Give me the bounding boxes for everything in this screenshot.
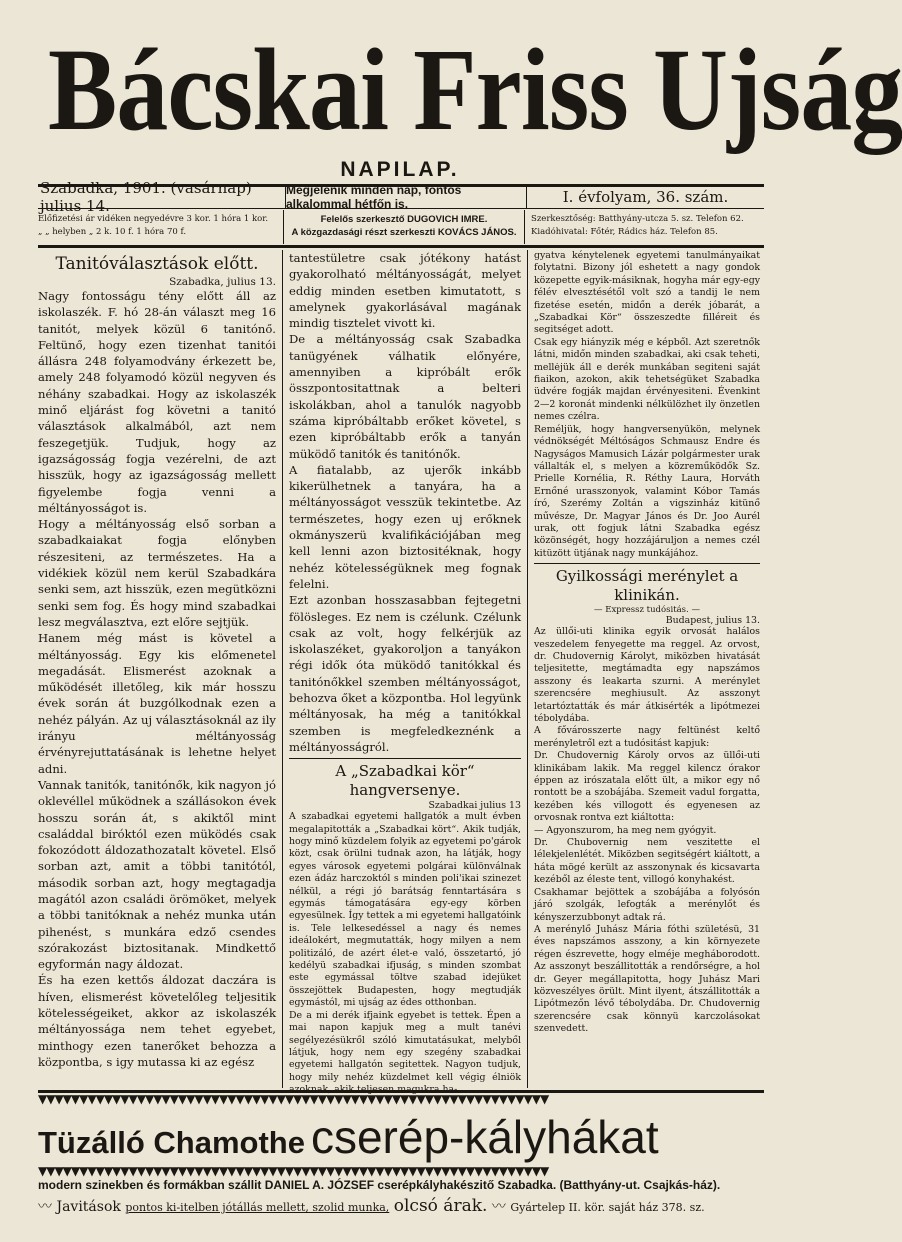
header-rule-middle bbox=[38, 208, 764, 209]
article-paragraph: Dr. Chubovernig nem veszitette el lélekjelenlétét. Miközben segitségért kiáltott, a háta mögé került az asszonynak és kicsavarta kezéből az éleste tent, villogó konyhakést. bbox=[534, 837, 760, 886]
issue-date: Szabadka, 1901. (vasárnap) julius 14. bbox=[40, 179, 252, 215]
article-paragraph: A fiatalabb, az ujerők inkább kikerülhetnek a tanyára, ha a méltányosságot vesszük tekintetbe. Az természetes, hogy ezen uj erőknek okmányszerü kvalifikációjában meg kell lenni azon biztositéknak, hogy nehéz kötelességüknek meg fognak felelni. bbox=[289, 462, 521, 591]
decorative-border-icon: ▼▼▼▼▼▼▼▼▼▼▼▼▼▼▼▼▼▼▼▼▼▼▼▼▼▼▼▼▼▼▼▼▼▼▼▼▼▼▼▼▼▼▼▼▼▼▼▼▼▼▼▼▼▼▼▼▼▼▼▼▼▼ bbox=[38, 1092, 549, 1106]
article-paragraph: Dr. Chudovernig Károly orvos az üllői-uti klinikábam lakik. Ma reggel kilencz órakor éppen az irószatala előtt ült, a mikor egy nő rontott be a szobájába. Szemeit vadul forgatta, kezében kés villogott és egyenesen az orvosnak rontva ezt kiáltotta: bbox=[534, 750, 760, 824]
article-paragraph: A szabadkai egyetemi hallgatók a mult évben megalapitották a „Szabadkai kört“. Akik tudják, hogy minő küzdelem folyik az egyetemi po'gárok közt, csak örülni tudnak azon, ha látják, hogy egyes városok egyetemi polgárai különválnak ezen ádáz harczoktól s minden poli'ikai szinezet nélkül, a régi jó barátság fenntartására s egymás támogatására egy-egy körben egyesülnek. Így tettek a mi egyetemi hallgatóink is. Tele lelkesedéssel a nagy és nemes ideálokért, megmutatták, hogy milyen a nem politizáló, de azért élet-e való, összetartó, jó kedélyü szabadkai ifjuság, s minden szombat este egymással töltve szabad idejüket összejöttek Budapesten, hogy megtudják egymástól, mi ujság az édes otthonban. bbox=[289, 811, 521, 1009]
article-paragraph: — Agyonszurom, ha meg nem gyógyit. bbox=[534, 824, 717, 836]
advert-details: modern szinekben és formákban szállit DANIEL A. JÓZSEF cserépkályhakészitő Szabadka. (Batthyány-ut. Csajkás-ház). bbox=[38, 1178, 721, 1192]
volume-number: I. évfolyam, 36. szám. bbox=[562, 188, 729, 206]
article-title-concert: A „Szabadkai kör“ hangversenye. bbox=[335, 762, 475, 800]
article-paragraph: Vannak tanitók, tanitónők, kik nagyon jó oklevéllel működnek a szállásokon évek hosszu során át, s akiktől mint családdal biróktól ezen müködés csak fokozódott áldozathozatalt követel. Első sorban azt, amit a többi tanitótól, második sorban azt, hogy megtagadja magától azon családi örömöket, melyek a többi tanitóknak a nehéz munka után pihenést, s munkára edző csendes szórakozást biztositanak. Mindkettő egyformán nagy áldozat. bbox=[38, 777, 276, 972]
header-rule-bottom bbox=[38, 245, 764, 248]
article-paragraph: Ezt azonban hosszasabban fejtegetni fölösleges. Ez nem is czélunk. Czélunk csak az volt, hogy felkérjük az iskolaszéket, gyakoroljon a tanyákon régi idők óta müködő tanitókkal és tanitónőkkel szemben méltányosságot, behozva őket a központba. Hol legyünk méltányosak, ha még a tanitókkal szemben is megfeledkeznénk a méltányosságról. bbox=[289, 593, 521, 754]
column-3 bbox=[527, 250, 760, 1088]
advert-address: Gyártelep II. kör. saját ház 378. sz. bbox=[510, 1201, 705, 1214]
concert-article bbox=[289, 800, 521, 1096]
article-subtitle: — Expressz tudósitás. — bbox=[594, 605, 700, 616]
decorative-border-icon: ▼▼▼▼▼▼▼▼▼▼▼▼▼▼▼▼▼▼▼▼▼▼▼▼▼▼▼▼▼▼▼▼▼▼▼▼▼▼▼▼▼▼▼▼▼▼▼▼▼▼▼▼▼▼▼▼▼▼▼▼▼▼ bbox=[38, 1164, 549, 1178]
sub-info-bar bbox=[38, 210, 764, 244]
article-paragraph: De a mi derék ifjaink egyebet is tettek. Épen a mai napon kapjuk meg a mult tanévi segélyezésükről szóló kimutatásukat, melyből látjuk, hogy nem egy szegény szabadkai egyetemi hallgatón segitettek. Nagyon tudjuk, hogy mily nehéz küzdelmet kell végig élniök azoknak, akik teljesen magukra ha- bbox=[289, 1009, 521, 1096]
article-dateline: Szabadka, julius 13. bbox=[169, 276, 276, 288]
office-line-1: Szerkesztőség: Batthyány-utcza 5. sz. Telefon 62. bbox=[531, 214, 744, 224]
advert-headline bbox=[38, 1110, 764, 1164]
advert-footer bbox=[38, 1196, 764, 1216]
masthead-subtitle: NAPILAP. bbox=[340, 158, 460, 181]
editors bbox=[283, 210, 525, 244]
wave-ornament-icon: 〰 bbox=[38, 1199, 57, 1215]
article-title-teachers: Tanitóválasztások előtt. bbox=[55, 254, 259, 274]
wave-ornament-icon: 〰 bbox=[491, 1199, 511, 1215]
article-divider bbox=[534, 563, 760, 564]
article-paragraph: gyatva kénytelenek egyetemi tanulmányaikat folytatni. Bizony jól eshetett a nagy gondok közepette egyik-másiknak, hogyha már egy-egy félév elvesztésétől volt szó a tandij le nem fizetése esetén, midőn a derék jóbarát, a „Szabadkai Kör“ összeszedte filléreit és segitséget adott. bbox=[534, 250, 760, 336]
advert-headline-b: cserép-kályhákat bbox=[310, 1111, 659, 1163]
article-continuation bbox=[289, 250, 521, 755]
article-paragraph: tantestületre csak jótékony hatást gyakorolható méltányosságát, melyet eddig minden esetben kimutatott, s amelynek gyakorlásával magának mindig tisztelet vivott ki. bbox=[289, 251, 521, 331]
article-paragraph: Csakhamar bejöttek a szobájába a folyósón járó szolgák, lefogták a merénylőt és kényszerzubbonyt adtak rá. bbox=[534, 886, 760, 923]
article-paragraph: És ha ezen kettős áldozat daczára is híven, elismerést követelőleg teljesitik kötelességeiket, akkor az iskolaszék méltányossága nem tehet egyebet, minthogy ezen tanerőket behozza a központba, s igy mutassa ki az egész bbox=[38, 973, 276, 1069]
editor-line-1: Felelős szerkesztő DUGOVICH IMRE. bbox=[320, 214, 488, 225]
article-paragraph: Hanem még mást is követel a méltányosság. Egy kis előmenetel megadását. Elismerést azoknak a működését illetőleg, kik már hosszu évek során át buzgólkodnak ezen a nehéz pályán. Az uj választásoknál az ily irányu méltányosság érvényrejuttatásának is lehetne helyet adni. bbox=[38, 631, 276, 776]
editor-line-2: A közgazdasági részt szerkeszti KOVÁCS JÁNOS. bbox=[291, 227, 517, 238]
advert-prices: olcsó árak. bbox=[393, 1196, 488, 1216]
article-title-assassination: Gyilkossági merénylet a klinikán. bbox=[555, 567, 739, 605]
stove-advertisement bbox=[38, 1092, 764, 1238]
advert-guarantee: pontos ki-itelben jótállás mellett, szolid munka, bbox=[125, 1201, 390, 1214]
article-paragraph: Az üllői-uti klinika egyik orvosát halálos veszedelem fenyegette ma reggel. Az orvost, dr. Chudovernig Károlyt, miközben hivatását teljesitette, megtámadta egy napszámos asszony és leakarta szurni. A merénylet szerencsére meghiusult. Az asszonyt letartóztatták és már átkisérték a lipótmezei tébolydába. bbox=[534, 626, 760, 724]
column-1 bbox=[38, 250, 282, 1088]
article-paragraph: Reméljük, hogy hangversenyükön, melynek védnökségét Méltóságos Schmausz Endre és Nagyságos Mamusich Lázár polgármester urak vállalták el, s melyen a közreműködők Sz. Prielle Kornélia, R. Réthy Laura, Horváth Ernőné urasszonyok, valamint Kóbor Tamás író, Szerémy Zoltán a vigszinház kitünő művésze, Dr. Magyar János és Dr. Joo Aurél urak, ott fogjuk látni Szabadka egész közönségét, hogy hozzájáruljon a nemes czél kitüzött ütjának nagy munkájához. bbox=[534, 423, 760, 559]
article-divider bbox=[289, 758, 521, 759]
office-addresses bbox=[525, 210, 764, 244]
article-paragraph: Hogy a méltányosság első sorban a szabadkaiakat fogja előnyben részesiteni, az természetes. Ha a vidékiek közül nem kerül Szabadkára senki sem, azt hisszük, ezen megütközni senki sem fog. És hogy mind szabadkai lesz megválasztva, ezt előre sejtjük. bbox=[38, 517, 276, 629]
article-paragraph: Csak egy hiányzik még e képből. Azt szeretnők látni, midőn minden szabadkai, aki csak teheti, mellėjük áll e derék munkában segiteni saját fiaikon, azokon, akik tehetségüket Szabadka üdvére fogják majdan érvényesiteni. Évenkint 2—2 koronát mindenki nélkülözhet ily önzetlen nemes czélra. bbox=[534, 336, 760, 423]
price-line-1: Előfizetési ár vidéken negyedévre 3 kor. 1 hóra 1 kor. bbox=[38, 214, 269, 224]
masthead bbox=[0, 24, 902, 155]
office-line-2: Kiadóhivatal: Főtér, Rádics ház. Telefon 85. bbox=[531, 227, 718, 237]
subscription-prices bbox=[38, 210, 283, 244]
price-line-2: „ „ helyben „ 2 k. 10 f. 1 hóra 70 f. bbox=[38, 227, 187, 237]
article-paragraph: A fővárosszerte nagy feltünést keltő merényletről ezt a tudósitást kapjuk: bbox=[534, 725, 760, 749]
advert-repairs: Javitások bbox=[56, 1199, 121, 1215]
publication-schedule: Megjelenik minden nap, fontos alkalommal hétfőn is. bbox=[285, 186, 527, 208]
advert-headline-a: Tüzálló Chamothe bbox=[38, 1125, 305, 1160]
column-2 bbox=[282, 250, 527, 1096]
article-paragraph: De a méltányosság csak Szabadka tanügyének válhatik előnyére, amennyiben a kipróbált erők összpontositattnak a belteri iskolákban, ahol a tanulók nagyobb száma kipróbáltabb erőket követel, s ezen kipróbáltabb erők a tanyán müködő tanitók és tanitónők. bbox=[289, 332, 521, 461]
article-dateline: Budapest, julius 13. bbox=[665, 615, 760, 627]
masthead-title: Bácskai Friss Ujság bbox=[48, 24, 902, 155]
info-bar bbox=[38, 179, 764, 215]
article-dateline: Szabadkai julius 13 bbox=[428, 800, 521, 812]
article-columns bbox=[38, 250, 764, 1096]
article-paragraph: Nagy fontosságu tény előtt áll az iskolaszék. F. hó 28-án választ meg 16 tanitót, melyek közül 6 tanitónő. Feltünő, hogy ezen tizenhat tanitói állásra 248 folyamodvány érkezett be, amely 248 folyamodó közül negyven és néhány szabadkai. Hogy az iskolaszék minő eljárást fog követni a tanitó választások alkalmából, azt nem feszegetjük. Tudjuk, hogy az igazságosság fogja vezérelni, de azt hisszük, hogy az igazságosság mellett figyelembe fogja venni a méltányosságot is. bbox=[38, 289, 276, 515]
article-paragraph: A merénylő Juhász Mária fóthi születésü, 31 éves napszámos asszony, a kin környezete régen észrevette, hogy elméje megháborodott. Az asszonyt beszállitották a rendőrségre, a hol dr. Geyer megállapitotta, hogy Juhász Mari közveszélyes örült. Mint ilyent, átszállitották a Lipótmezőn lévő tébolydába. Dr. Chudovernig szerencsére csak könnyü karczolásokat szenvedett. bbox=[534, 923, 760, 1035]
